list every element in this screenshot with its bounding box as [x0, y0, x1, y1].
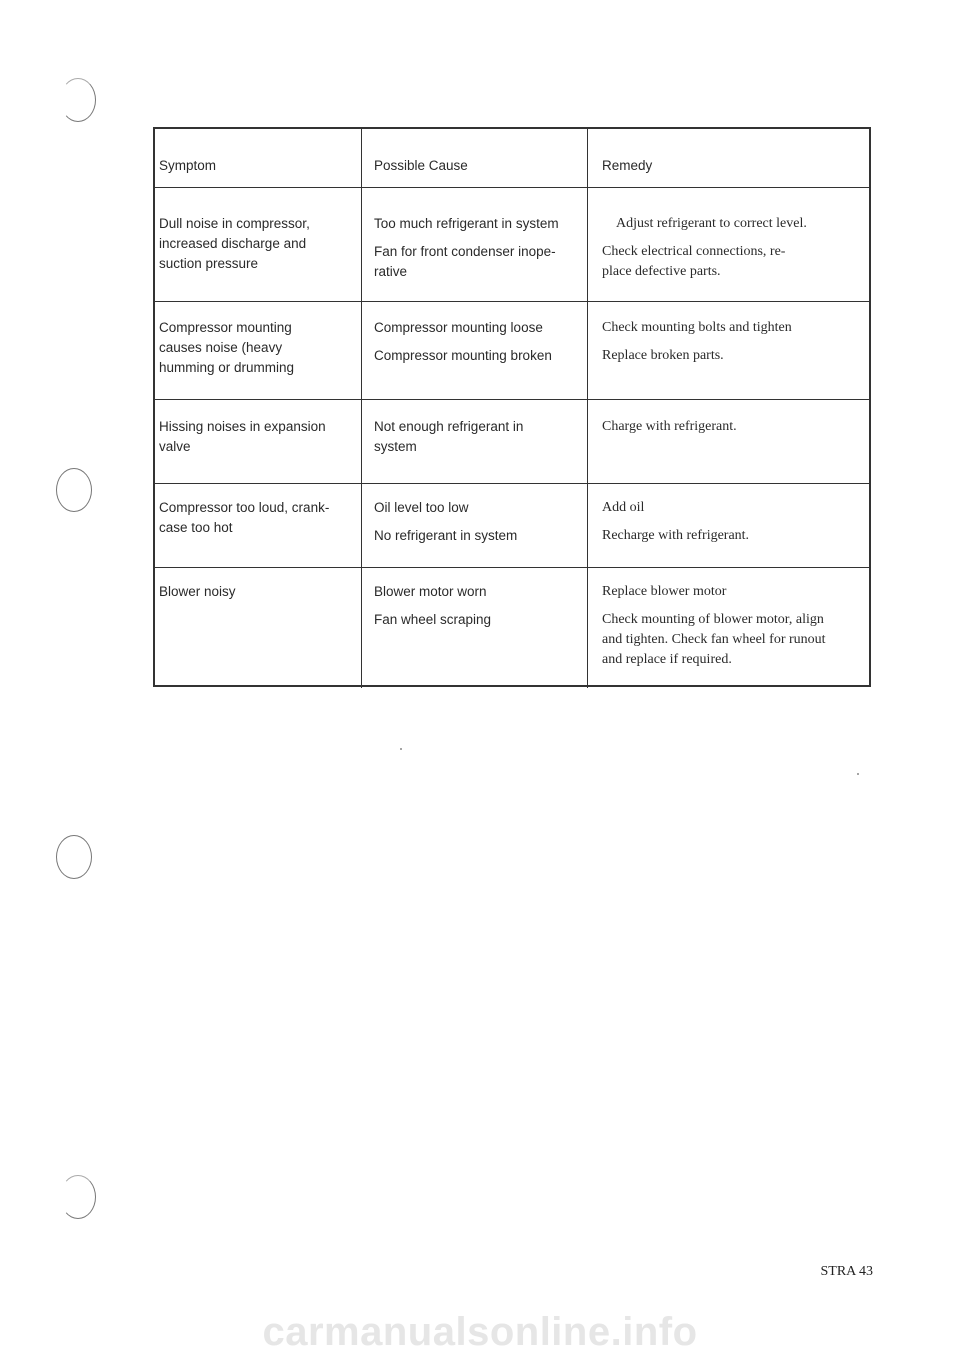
symptom-cell: Hissing noises in expansion valve [159, 419, 326, 454]
cause-cell: Not enough refrigerant in system [361, 400, 587, 484]
table-row [155, 567, 869, 688]
remedy-cell: Charge with refrigerant. [587, 400, 871, 484]
scan-speck [400, 748, 402, 750]
header-possible-cause: Possible Cause [361, 129, 587, 187]
header-remedy: Remedy [587, 129, 871, 187]
cause-cell: Oil level too low No refrigerant in system [361, 484, 587, 568]
scan-speck [857, 773, 859, 775]
symptom-cell: Dull noise in compressor, increased discharge and suction pressure [159, 216, 310, 271]
header-symptom: Symptom [159, 158, 217, 173]
table-header-row [155, 129, 869, 187]
symptom-cell: Blower noisy [159, 584, 236, 599]
binder-hole-icon [56, 468, 92, 512]
binder-hole-icon [56, 835, 92, 879]
symptom-cell: Compressor mounting causes noise (heavy humming or drumming [159, 320, 295, 375]
page-code: STRA 43 [820, 1264, 873, 1279]
binder-hole-icon [60, 78, 96, 122]
remedy-cell: Check mounting bolts and tighten Replace broken parts. [587, 302, 871, 400]
remedy-cell: Adjust refrigerant to correct level. Check electrical connections, re- place defective parts. [587, 188, 871, 302]
table-row [155, 187, 869, 302]
remedy-cell: Replace blower motor Check mounting of blower motor, align and tighten. Check fan wheel for runout and replace if required. [587, 568, 871, 688]
cause-cell: Blower motor worn Fan wheel scraping [361, 568, 587, 688]
troubleshooting-table [153, 127, 871, 687]
cause-cell: Too much refrigerant in system Fan for front condenser inope- rative [361, 188, 587, 302]
cause-cell: Compressor mounting loose Compressor mounting broken [361, 302, 587, 400]
table-row [155, 301, 869, 400]
symptom-cell: Compressor too loud, crank- case too hot [159, 500, 330, 535]
watermark: carmanualsonline.info [262, 1310, 698, 1354]
remedy-cell: Add oil Recharge with refrigerant. [587, 484, 871, 568]
table-row [155, 399, 869, 484]
table-row [155, 483, 869, 568]
binder-hole-icon [60, 1175, 96, 1219]
